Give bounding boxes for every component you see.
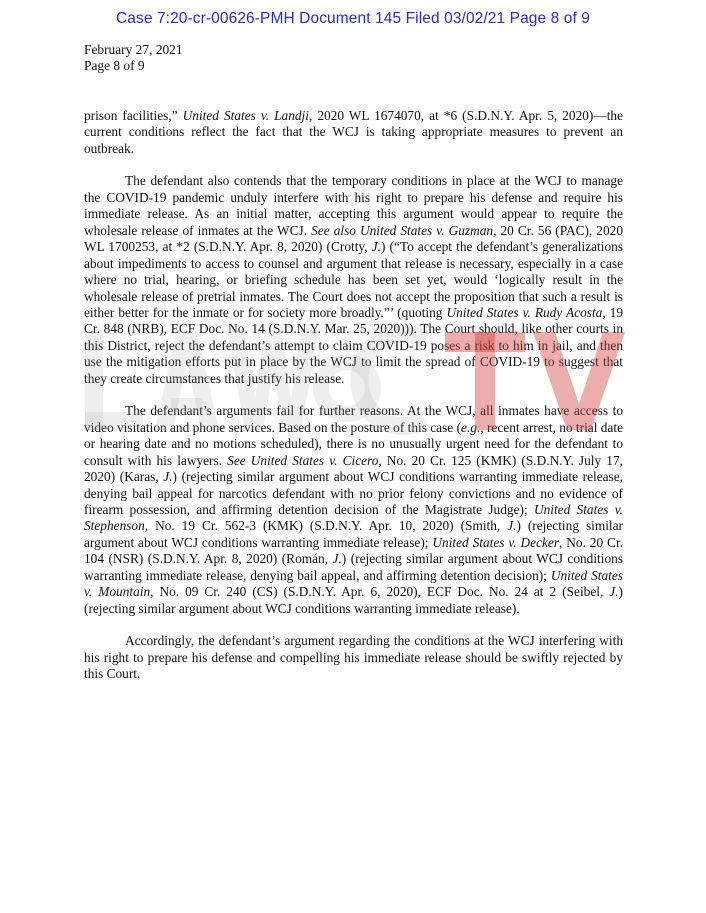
letter-page-number: Page 8 of 9 [84, 58, 145, 73]
body-paragraph [84, 108, 623, 157]
citation-italic: J. [371, 239, 381, 255]
paragraph-text: , 19 Cr. 848 (NRB), ECF Doc. No. 14 (S.D.N.Y. Mar. 25, 2020))). The Court should, like other courts in this District, reject the defendant’s attempt to claim COVID-19 poses a risk to him in jail, and then use the mitigation efforts put in place by the WCJ to limit the spread of COVID-19 to suggest that they create circumstances that justify his release. [84, 304, 624, 386]
paragraph-text: , No. 09 Cr. 240 (CS) (S.D.N.Y. Apr. 6, 2020), ECF Doc. No. 24 at 2 (Seibel, [150, 584, 610, 600]
paragraph-text: prison facilities,” [84, 108, 183, 123]
body-paragraph [84, 173, 623, 387]
paragraph-text: ) (rejecting similar argument about WCJ conditions warranting immediate release, denying bail appeal for narcotics defendant with no prior felony convictions and no evidence of firearm possession, and affirming detention decision of the Magistrate Judge); [84, 469, 623, 517]
paragraph-text: , No. 20 Cr. 104 (NSR) (S.D.N.Y. Apr. 8, 2020) (Román, [84, 534, 623, 567]
citation-italic: United States v. Decker [432, 534, 560, 550]
paragraph-text: , 2020 WL 1674070, at *6 (S.D.N.Y. Apr. 5, 2020)—the current conditions reflect the fact that the WCJ is taking appropriate measures to prevent an outbreak. [84, 108, 623, 156]
citation-italic: United States v. Rudy Acosta [446, 304, 603, 320]
citation-italic: United States v. Stephenson [84, 501, 623, 534]
paragraph-text: Accordingly, the defendant’s argument regarding the conditions at the WCJ interfering with his right to prepare his defense and compelling his immediate release should be swiftly rejected by this Court. [84, 633, 623, 682]
paragraph-text: ) (rejecting similar argument about WCJ conditions warranting immediate release). [84, 584, 623, 616]
paragraph-text: , No. 19 Cr. 562-3 (KMK) (S.D.N.Y. Apr. 10, 2020) (Smith, [144, 518, 508, 534]
citation-italic: J. [332, 551, 342, 567]
citation-italic: See United States v. Cicero [227, 452, 379, 468]
paragraph-text: ) (“To accept the defendant’s generalizations about impediments to access to counsel and argument that release is necessary, especially in a case where no trial, hearing, or briefing schedule has been set yet, would ‘logically result in the wholesale release of pretrial inmates. The Court does not accept the proposition that such a result is either better for the inmate or for society more broadly.”’ (quoting [84, 239, 623, 320]
body-paragraph [84, 633, 623, 682]
paragraph-text: , recent arrest, no trial date or hearing date and no motions scheduled), there is no unusually urgent need for the defendant to consult with his lawyers. [84, 419, 623, 468]
paragraph-text: , 20 Cr. 56 (PAC), 2020 WL 1700253, at *2 (S.D.N.Y. Apr. 8, 2020) (Crotty, [84, 222, 623, 255]
citation-italic: J. [609, 584, 619, 600]
paragraph-text: ) (rejecting similar argument about WCJ conditions warranting immediate release); [84, 518, 624, 550]
paragraph-text: ) (rejecting similar argument about WCJ conditions warranting immediate release, denying bail appeal, and affirming detention decision); [84, 551, 623, 583]
citation-italic: United States v. Landji [182, 108, 309, 123]
paragraph-text: , No. 20 Cr. 125 (KMK) (S.D.N.Y. July 17, 2020) (Karas, [84, 452, 623, 485]
citation-italic: J. [507, 518, 517, 534]
ecf-filing-header: Case 7:20-cr-00626-PMH Document 145 Filed 03/02/21 Page 8 of 9 [115, 10, 591, 27]
letter-body [84, 108, 623, 699]
paragraph-text: The defendant’s arguments fail for further reasons. At the WCJ, all inmates have access to video visitation and phone services. Based on the posture of this case ( [84, 403, 623, 435]
paragraph-text: The defendant also contends that the temporary conditions in place at the WCJ to manage the COVID-19 pandemic unduly interfere with his right to prepare his defense and require his immediate release. As an initial matter, accepting this argument would appear to require the wholesale release of inmates at the WCJ. [84, 173, 623, 238]
citation-italic: J. [163, 469, 173, 485]
citation-italic: e.g. [461, 419, 481, 435]
body-paragraph [84, 403, 623, 617]
letter-date: February 27, 2021 [84, 42, 183, 57]
citation-italic: See also United States v. Guzman [311, 222, 494, 238]
letter-heading [84, 42, 183, 74]
citation-italic: United States v. Mountain [84, 567, 623, 600]
